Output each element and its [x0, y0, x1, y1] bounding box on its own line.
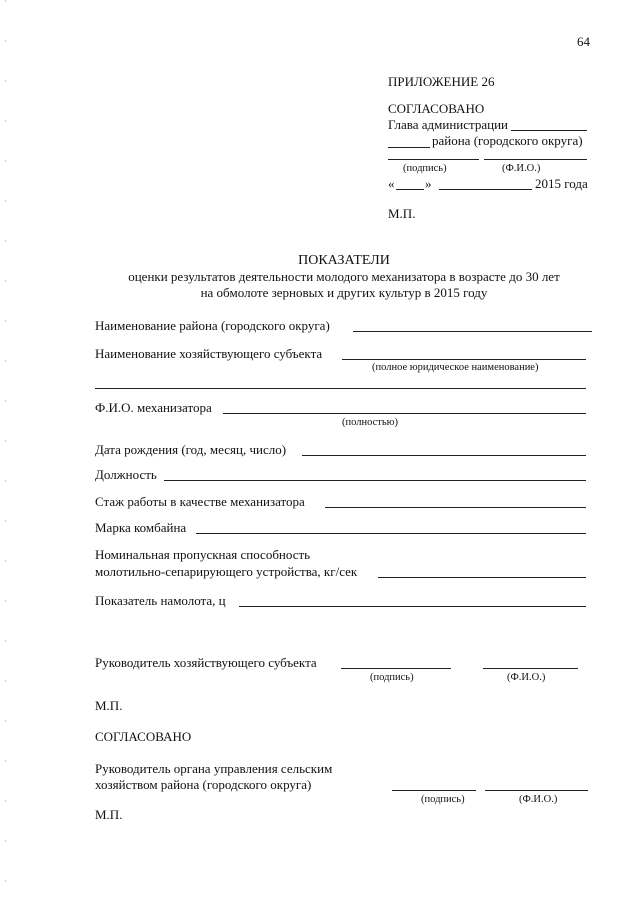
approval-sign-caption: (подпись) [403, 163, 447, 174]
birth-date-label: Дата рождения (год, месяц, число) [95, 442, 287, 457]
entity-name-caption: (полное юридическое наименование) [372, 362, 539, 373]
experience-field[interactable] [325, 507, 586, 508]
entity-name-field-2[interactable] [95, 388, 586, 389]
experience-label: Стаж работы в качестве механизатора [95, 494, 305, 509]
operator-name-caption: (полностью) [342, 417, 398, 428]
combine-brand-field[interactable] [196, 533, 586, 534]
district-name-field[interactable] [353, 331, 592, 332]
approval-stamp: М.П. [388, 206, 416, 221]
agency-head-sign-caption: (подпись) [421, 794, 465, 805]
entity-head-sign-line[interactable] [341, 668, 451, 669]
operator-name-label: Ф.И.О. механизатора [95, 400, 212, 415]
capacity-field[interactable] [378, 577, 586, 578]
approval-fio-caption: (Ф.И.О.) [502, 163, 541, 174]
date-open-quote: « [388, 176, 395, 191]
appendix-label: ПРИЛОЖЕНИЕ 26 [388, 74, 495, 89]
page-number: 64 [577, 34, 590, 49]
yield-label: Показатель намолота, ц [95, 593, 226, 608]
agreed-heading-2: СОГЛАСОВАНО [95, 729, 192, 744]
position-field[interactable] [164, 480, 586, 481]
agreed-heading: СОГЛАСОВАНО [388, 101, 485, 116]
left-margin-dots [5, 0, 6, 905]
date-month-blank[interactable] [439, 189, 532, 190]
stamp-2: М.П. [95, 807, 123, 822]
approval-fio-line[interactable] [484, 159, 587, 160]
district-blank[interactable] [388, 147, 430, 148]
agency-head-label-1: Руководитель органа управления сельским [95, 761, 333, 776]
capacity-label-1: Номинальная пропускная способность [95, 547, 311, 562]
document-title: ПОКАЗАТЕЛИ [298, 253, 390, 268]
date-day-blank[interactable] [396, 189, 424, 190]
date-year-text: 2015 года [535, 176, 588, 191]
yield-field[interactable] [239, 606, 586, 607]
birth-date-field[interactable] [302, 455, 586, 456]
entity-head-fio-caption: (Ф.И.О.) [507, 672, 546, 683]
position-label: Должность [95, 467, 157, 482]
document-subtitle-1: оценки результатов деятельности молодого механизатора в возрасте до 30 лет [128, 269, 560, 284]
agency-head-label-2: хозяйством района (городского округа) [95, 777, 312, 792]
operator-name-field[interactable] [223, 413, 586, 414]
district-label: района (городского округа) [432, 133, 583, 148]
head-admin-label: Глава администрации [388, 117, 509, 132]
entity-head-label: Руководитель хозяйствующего субъекта [95, 655, 317, 670]
combine-brand-label: Марка комбайна [95, 520, 187, 535]
stamp-1: М.П. [95, 698, 123, 713]
agency-head-fio-line[interactable] [485, 790, 588, 791]
approval-sign-line[interactable] [388, 159, 479, 160]
document-subtitle-2: на обмолоте зерновых и других культур в 2015 году [200, 285, 488, 300]
entity-name-field[interactable] [342, 359, 586, 360]
entity-head-sign-caption: (подпись) [370, 672, 414, 683]
date-close-quote: » [425, 176, 432, 191]
district-name-label: Наименование района (городского округа) [95, 318, 330, 333]
capacity-label-2: молотильно-сепарирующего устройства, кг/сек [95, 564, 358, 579]
entity-head-fio-line[interactable] [483, 668, 578, 669]
head-admin-blank[interactable] [511, 130, 587, 131]
agency-head-sign-line[interactable] [392, 790, 476, 791]
entity-name-label: Наименование хозяйствующего субъекта [95, 346, 323, 361]
agency-head-fio-caption: (Ф.И.О.) [519, 794, 558, 805]
